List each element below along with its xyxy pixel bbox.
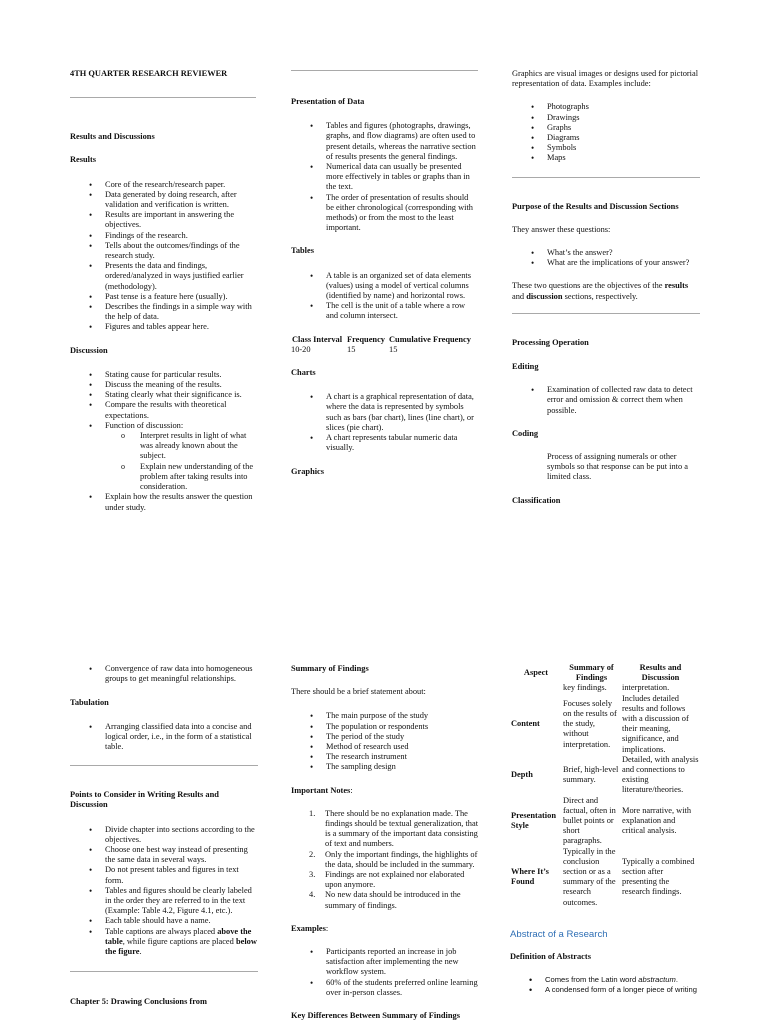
class-interval-table [291, 335, 478, 355]
presentation-heading: Presentation of Data [291, 97, 365, 106]
list-item: • Choose one best way instead of presenting the same data in several ways. [70, 845, 258, 865]
function-sublist [105, 431, 256, 492]
list-item: • Diagrams [512, 133, 700, 143]
list-item: • The order of presentation of results should be either chronological (corresponding with methods) or from the most to the least important. [291, 193, 478, 234]
summary-list [291, 711, 479, 772]
table-cell: Detailed, with analysis and connections to existing literature/theories. [622, 754, 699, 795]
list-item: • A chart represents tabular numeric data visually. [291, 433, 478, 453]
latin-word: abstractum [638, 975, 676, 985]
table-row [510, 796, 700, 847]
list-item-text: Function of discussion: [105, 420, 184, 430]
divider [70, 971, 258, 972]
discussion-heading: Discussion [70, 345, 108, 355]
editing-list [512, 385, 700, 416]
list-item: • Divide chapter into sections according to the objectives. [70, 825, 258, 845]
list-item-text: Findings are not explained nor elaborated upon anymore. [325, 870, 465, 890]
discussion-list [70, 370, 256, 513]
classification-heading: Classification [512, 495, 561, 505]
examples-heading-line [291, 924, 479, 934]
list-item: • Each table should have a name. [70, 916, 258, 926]
row-label: Depth [511, 770, 533, 780]
list-item [70, 421, 256, 492]
divider [512, 313, 700, 314]
list-item: • Stating cause for particular results. [70, 370, 256, 380]
list-item: • The population or respondents [291, 722, 479, 732]
list-item-text: There should be no explanation made. The findings should be textual generalization, that is a summary of the important data consisting of text and numbers. [325, 808, 479, 849]
divider [70, 765, 258, 766]
table-row [510, 847, 700, 908]
list-item: • A condensed form of a longer piece of writing [510, 985, 706, 995]
charts-list [291, 392, 478, 453]
caption-bold-below: below the figure [105, 936, 257, 957]
charts-heading: Charts [291, 368, 316, 378]
class-interval-row [291, 345, 478, 355]
colon: : [325, 923, 329, 933]
list-item: • Stating clearly what their significance is. [70, 390, 256, 400]
table-cell: interpretation. [622, 683, 670, 693]
list-item: • Tables and figures (photographs, drawings, graphs, and flow diagrams) are often used to present details, whereas the narrative section of results presents the general findings. [291, 121, 478, 162]
colon: : [350, 785, 353, 795]
list-item: • A chart is a graphical representation of data, where the data is represented by symbols such as bars (bar chart), lines (line chart), or slices (pie chart). [291, 392, 478, 433]
table-cell: Focuses solely on the results of the study, without interpretation. [563, 698, 617, 749]
list-item: • Tells about the outcomes/findings of the research study. [70, 241, 256, 261]
list-item: • Findings of the research. [70, 231, 256, 241]
list-number: 1. [309, 808, 316, 818]
points-list [70, 825, 258, 958]
list-item: • Drawings [512, 113, 700, 123]
list-item: • Compare the results with theoretical expectations. [70, 400, 256, 420]
coding-heading: Coding [512, 428, 539, 438]
list-item: • Do not present tables and figures in text form. [70, 865, 258, 885]
table-header-row [510, 663, 700, 683]
table-row [510, 683, 700, 693]
points-heading: Points to Consider in Writing Results and Discussion [70, 790, 219, 810]
editing-heading: Editing [512, 362, 539, 372]
list-item: • Results are important in answering the objectives. [70, 210, 256, 230]
document-title: 4TH QUARTER RESEARCH REVIEWER [70, 69, 228, 78]
tables-heading: Tables [291, 246, 314, 256]
key-differences-heading: Key Differences Between Summary of Findings [291, 1011, 460, 1021]
list-item: • Graphs [512, 123, 700, 133]
divider [70, 97, 256, 98]
row-label: Presentation Style [511, 810, 556, 831]
notes-list [291, 809, 479, 911]
header-cell: Aspect [523, 668, 549, 678]
list-item: • Maps [512, 153, 700, 163]
table-cell: Direct and factual, often in bullet points or short paragraphs. [563, 795, 616, 846]
list-item: • Numerical data can usually be presented more effectively in tables or graphs than in the text. [291, 162, 478, 193]
table-cell: key findings. [563, 683, 607, 693]
table-row [510, 694, 700, 755]
processing-heading: Processing Operation [512, 337, 589, 347]
list-item: • Figures and tables appear here. [70, 322, 256, 332]
list-item: • Symbols [512, 143, 700, 153]
purpose-note [512, 281, 700, 301]
list-item: • Data generated by doing research, after validation and verification is written. [70, 190, 256, 210]
results-list [70, 180, 256, 333]
purpose-heading: Purpose of the Results and Discussion Sections [512, 201, 679, 211]
column-1 [70, 69, 256, 513]
list-item-text: No new data should be introduced in the summary of findings. [325, 890, 461, 910]
tabulation-list [70, 722, 258, 753]
graphics-intro: Graphics are visual images or designs used for pictorial representation of data. Examples include: [512, 69, 699, 89]
examples-heading: Examples [291, 923, 326, 933]
note-text: and [512, 291, 527, 301]
list-item: • Discuss the meaning of the results. [70, 380, 256, 390]
chapter-5-heading: Chapter 5: Drawing Conclusions from [70, 997, 207, 1007]
list-item: • Photographs [512, 102, 700, 112]
table-cell: Brief, high-level summary. [563, 765, 619, 785]
list-item: • Core of the research/research paper. [70, 180, 256, 190]
list-item: • A table is an organized set of data elements (values) using a model of vertical columns (identified by name) and horizontal rows. [291, 271, 478, 302]
list-item: • Presents the data and findings, ordered/analyzed in ways justified earlier (methodology). [70, 261, 256, 292]
list-item [70, 927, 258, 958]
list-item: • The cell is the unit of a table where a row and column intersect. [291, 301, 478, 321]
list-item: • The main purpose of the study [291, 711, 479, 721]
header-cell: Cumulative Frequency [389, 334, 471, 344]
column-5 [291, 664, 479, 1021]
table-cell: More narrative, with explanation and critical analysis. [622, 805, 692, 836]
table-cell [510, 683, 562, 693]
definition-heading: Definition of Abstracts [510, 952, 591, 962]
sub-list-item: o Explain new understanding of the problem after taking results into consideration. [105, 462, 256, 493]
table-cell: Typically in the conclusion section or as a summary of the research outcomes. [563, 846, 616, 907]
header-cell: Results and Discussion [639, 663, 682, 683]
list-item: • 60% of the students preferred online learning over in-person classes. [291, 978, 479, 998]
table-cell: Typically a combined section after presenting the research findings. [622, 856, 695, 897]
divider [512, 177, 700, 178]
column-3 [512, 69, 700, 506]
list-item [291, 809, 479, 850]
sub-list-item: o Interpret results in light of what was already known about the subject. [105, 431, 256, 462]
results-heading: Results [70, 155, 97, 165]
list-item: • Method of research used [291, 742, 479, 752]
presentation-list [291, 121, 478, 233]
graphics-list [512, 102, 700, 163]
list-item [291, 850, 479, 870]
summary-intro: There should be a brief statement about: [291, 687, 426, 697]
caption-text: Table captions are always placed [105, 926, 218, 936]
coding-text: Process of assigning numerals or other symbols so that response can be put into a limited class. [547, 452, 688, 482]
list-item-text: . [675, 975, 678, 985]
table-cell: 15 [389, 344, 398, 354]
comparison-table [510, 663, 700, 908]
list-item: • Arranging classified data into a concise and logical order, i.e., in the form of a statistical table. [70, 722, 258, 753]
table-cell: 15 [347, 344, 356, 354]
list-item: • Tables and figures should be clearly labeled in the order they are referred to in the text (Example: Table 4.2, Figure 4.1, etc.). [70, 886, 258, 917]
caption-text: , while figure captions are placed [122, 936, 236, 946]
note-bold-discussion: discussion [526, 291, 563, 301]
examples-list [291, 947, 479, 998]
results-discussions-heading: Results and Discussions [70, 132, 155, 142]
column-2 [291, 69, 478, 478]
notes-heading-line [291, 786, 479, 796]
class-interval-header-row [291, 335, 478, 345]
summary-heading: Summary of Findings [291, 664, 369, 673]
list-item: • Describes the findings in a simple way with the help of data. [70, 302, 256, 322]
list-item [510, 975, 706, 985]
header-cell: Class Interval [292, 334, 343, 344]
column-6 [510, 663, 706, 996]
abstract-title: Abstract of a Research [510, 928, 608, 940]
purpose-list [512, 248, 700, 268]
header-cell: Summary of Findings [569, 663, 614, 683]
list-item: • Convergence of raw data into homogeneous groups to get meaningful relationships. [70, 664, 258, 684]
list-number: 4. [309, 890, 316, 900]
list-item-text: Only the important findings, the highlights of the data, should be included in the summary. [325, 849, 478, 869]
table-row [510, 755, 700, 796]
divider [291, 70, 478, 71]
graphics-heading: Graphics [291, 467, 325, 477]
table-cell: 10-20 [291, 344, 311, 354]
list-number: 3. [309, 870, 316, 880]
list-item: • Participants reported an increase in job satisfaction after implementing the new workflow system. [291, 947, 479, 978]
list-item: • What’s the answer? [512, 248, 700, 258]
header-cell: Frequency [347, 334, 385, 344]
row-label: Where It’s Found [511, 867, 549, 887]
table-cell: Includes detailed results and follows with a discussion of their meaning, significance, and implications. [622, 693, 689, 754]
list-item: • Examination of collected raw data to detect error and omission & correct them when possible. [512, 385, 700, 416]
caption-text: . [139, 947, 142, 957]
tables-list [291, 271, 478, 322]
notes-heading: Important Notes [291, 785, 351, 795]
row-label: Content [511, 719, 540, 729]
list-item: • The period of the study [291, 732, 479, 742]
caption-bold-above: above the table [105, 926, 252, 946]
note-text: sections, respectively. [562, 291, 638, 301]
list-item-text: Comes from the Latin word [545, 975, 639, 985]
list-item [291, 870, 479, 890]
list-item: • Past tense is a feature here (usually). [70, 292, 256, 302]
note-text: These two questions are the objectives of the [512, 281, 665, 291]
list-item: • The research instrument [291, 752, 479, 762]
list-number: 2. [309, 849, 316, 859]
column-4 [70, 664, 258, 1007]
note-bold-results: results [664, 281, 689, 291]
list-item: • What are the implications of your answer? [512, 258, 700, 268]
classification-list [70, 664, 258, 684]
list-item [291, 890, 479, 910]
list-item: • Explain how the results answer the question under study. [70, 492, 256, 512]
list-item: • The sampling design [291, 762, 479, 772]
purpose-intro: They answer these questions: [512, 224, 611, 234]
tabulation-heading: Tabulation [70, 698, 109, 708]
definition-list [510, 975, 706, 995]
